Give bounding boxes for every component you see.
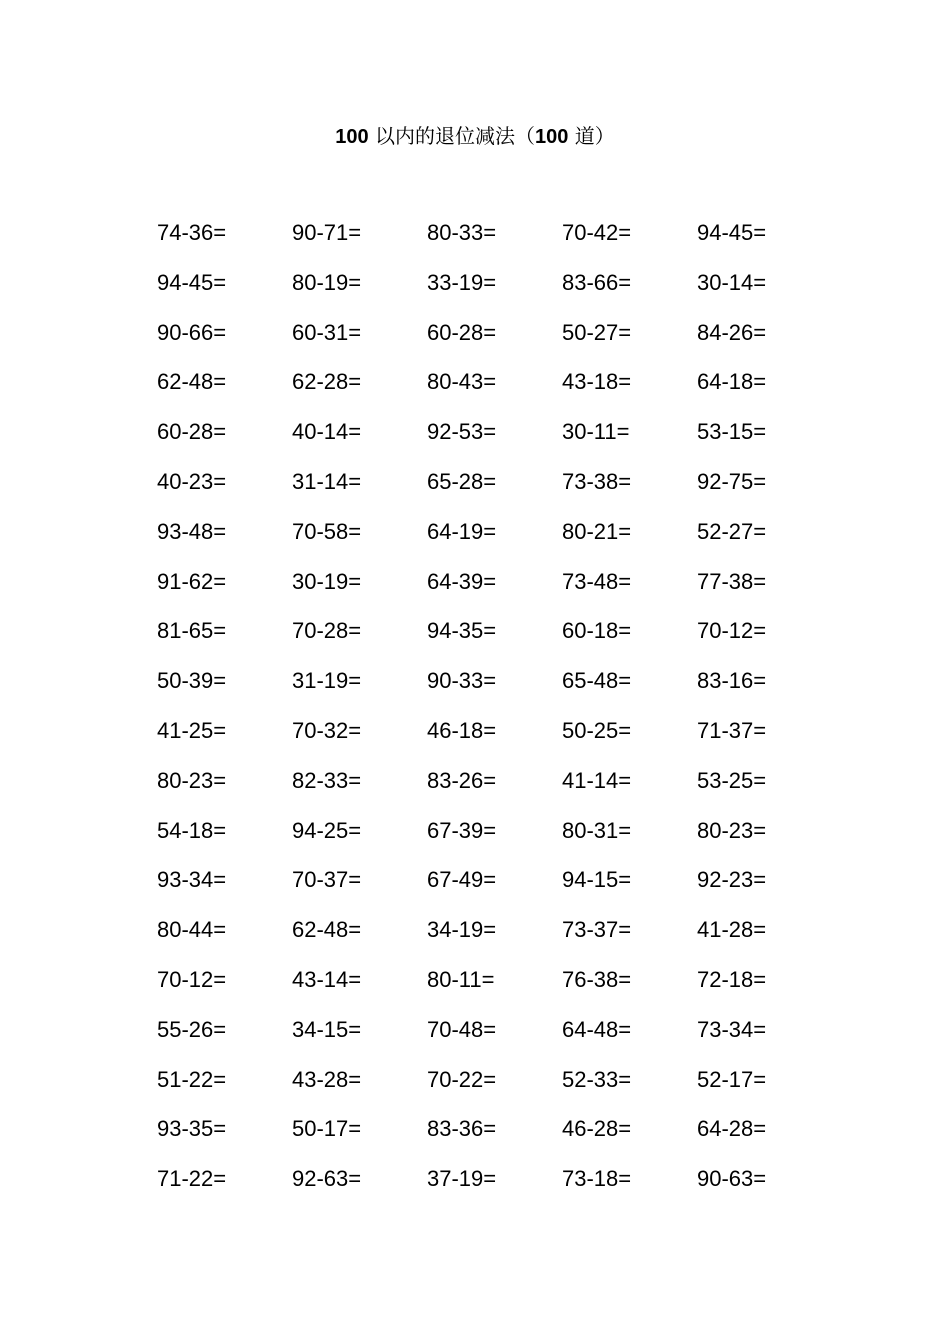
subtraction-problem: 70-28= [292,618,362,644]
subtraction-problem: 64-18= [697,369,767,395]
subtraction-problem: 74-36= [157,220,227,245]
subtraction-problem: 92-23= [697,867,767,893]
subtraction-problem: 83-36= [427,1116,497,1142]
subtraction-problem: 53-25= [697,767,767,793]
subtraction-problem: 41-28= [697,917,767,943]
subtraction-problem: 93-34= [157,867,227,893]
subtraction-problem: 30-19= [292,568,362,594]
subtraction-problem: 80-44= [157,917,227,943]
subtraction-problem: 73-48= [562,568,632,594]
subtraction-problem: 52-17= [697,1066,767,1092]
page-title [0,122,950,151]
subtraction-problem: 92-53= [427,419,497,445]
subtraction-problem: 80-21= [562,518,632,544]
subtraction-problem: 43-18= [562,369,632,395]
subtraction-problem: 62-28= [292,369,362,395]
subtraction-problem: 90-66= [157,319,227,345]
subtraction-problem: 80-31= [562,817,632,843]
subtraction-problem: 94-25= [292,817,362,843]
subtraction-problem: 90-71= [292,220,362,245]
subtraction-problem: 83-26= [427,767,497,793]
subtraction-problem: 62-48= [292,917,362,943]
subtraction-problem: 40-23= [157,468,227,494]
subtraction-problem: 91-62= [157,568,227,594]
subtraction-problem: 33-19= [427,269,497,295]
subtraction-problem: 34-15= [292,1016,362,1042]
subtraction-problem: 41-25= [157,717,227,743]
problem-grid [157,213,832,1209]
subtraction-problem: 50-27= [562,319,632,345]
subtraction-problem: 70-22= [427,1066,497,1092]
subtraction-problem: 50-25= [562,717,632,743]
subtraction-problem: 70-58= [292,518,362,544]
subtraction-problem: 71-37= [697,717,767,743]
subtraction-problem: 64-48= [562,1016,632,1042]
subtraction-problem: 70-42= [562,220,632,245]
subtraction-problem: 30-14= [697,269,767,295]
subtraction-problem: 67-39= [427,817,497,843]
subtraction-problem: 60-31= [292,319,362,345]
subtraction-problem: 51-22= [157,1066,227,1092]
subtraction-problem: 81-65= [157,618,227,644]
subtraction-problem: 34-19= [427,917,497,943]
subtraction-problem: 43-14= [292,966,362,992]
subtraction-problem: 54-18= [157,817,227,843]
subtraction-problem: 72-18= [697,966,767,992]
subtraction-problem: 92-63= [292,1166,362,1192]
subtraction-problem: 93-48= [157,518,227,544]
subtraction-problem: 70-37= [292,867,362,893]
subtraction-problem: 65-48= [562,668,632,694]
subtraction-problem: 60-18= [562,618,632,644]
subtraction-problem: 83-16= [697,668,767,694]
subtraction-problem: 70-12= [157,966,227,992]
subtraction-problem: 31-14= [292,468,362,494]
subtraction-problem: 84-26= [697,319,767,345]
subtraction-problem: 80-43= [427,369,497,395]
subtraction-problem: 37-19= [427,1166,497,1192]
subtraction-problem: 65-28= [427,468,497,494]
subtraction-problem: 94-15= [562,867,632,893]
subtraction-problem: 41-14= [562,767,632,793]
subtraction-problem: 73-38= [562,468,632,494]
subtraction-problem: 90-63= [697,1166,767,1192]
subtraction-problem: 52-33= [562,1066,632,1092]
subtraction-problem: 80-23= [697,817,767,843]
subtraction-problem: 30-11= [562,419,630,445]
title-total: 100 [535,126,569,148]
subtraction-problem: 64-39= [427,568,497,594]
subtraction-problem: 52-27= [697,518,767,544]
subtraction-problem: 31-19= [292,668,362,694]
title-text: 以内的退位减法（ [368,124,535,148]
subtraction-problem: 40-14= [292,419,362,445]
subtraction-problem: 71-22= [157,1166,227,1192]
subtraction-problem: 80-33= [427,220,497,245]
subtraction-problem: 50-39= [157,668,227,694]
subtraction-problem: 64-19= [427,518,497,544]
subtraction-problem: 43-28= [292,1066,362,1092]
title-suffix: 道） [568,124,615,148]
subtraction-problem: 55-26= [157,1016,227,1042]
subtraction-problem: 70-48= [427,1016,497,1042]
subtraction-problem: 53-15= [697,419,767,445]
subtraction-problem: 46-28= [562,1116,632,1142]
subtraction-problem: 80-19= [292,269,362,295]
subtraction-problem: 46-18= [427,717,497,743]
subtraction-problem: 64-28= [697,1116,767,1142]
subtraction-problem: 90-33= [427,668,497,694]
subtraction-problem: 94-45= [157,269,227,295]
subtraction-problem: 77-38= [697,568,767,594]
subtraction-problem: 67-49= [427,867,497,893]
subtraction-problem: 60-28= [157,419,227,445]
title-count: 100 [335,126,369,148]
subtraction-problem: 83-66= [562,269,632,295]
subtraction-problem: 73-18= [562,1166,632,1192]
subtraction-problem: 76-38= [562,966,632,992]
subtraction-problem: 80-23= [157,767,227,793]
subtraction-problem: 60-28= [427,319,497,345]
subtraction-problem: 70-32= [292,717,362,743]
subtraction-problem: 92-75= [697,468,767,494]
subtraction-problem: 82-33= [292,767,362,793]
subtraction-problem: 50-17= [292,1116,362,1142]
subtraction-problem: 94-45= [697,220,767,245]
subtraction-problem: 62-48= [157,369,227,395]
subtraction-problem: 73-37= [562,917,632,943]
subtraction-problem: 93-35= [157,1116,227,1142]
subtraction-problem: 80-11= [427,966,495,992]
subtraction-problem: 94-35= [427,618,497,644]
subtraction-problem: 70-12= [697,618,767,644]
subtraction-problem: 73-34= [697,1016,767,1042]
